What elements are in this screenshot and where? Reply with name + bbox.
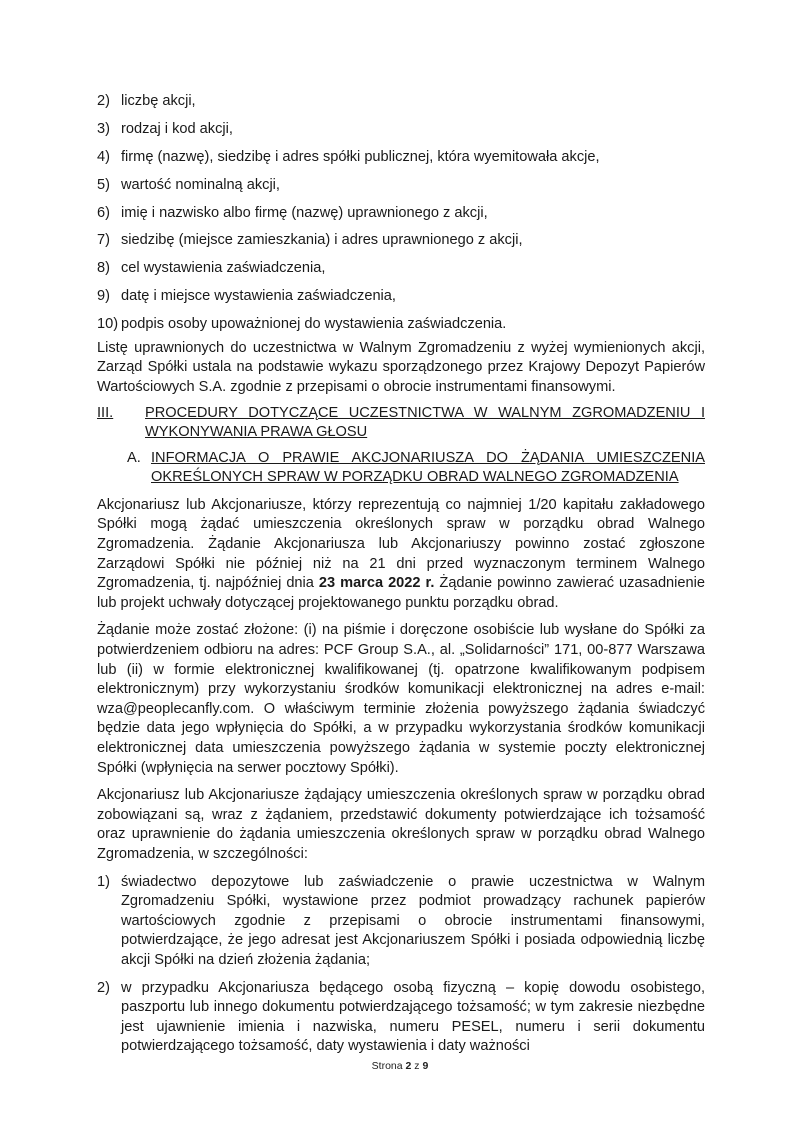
paragraph-required-documents: Akcjonariusz lub Akcjonariusze żądający umieszczenia określonych spraw w porządku obrad zobowiązani są, wraz z żądaniem, przedstawić dokumenty potwierdzające ich tożsamość oraz uprawnienie do żądania umieszczenia określonych spraw w porządku obrad Walnego Zgromadzenia, w szczególności: <box>97 787 705 862</box>
section-heading <box>97 404 705 443</box>
list-item: 2) w przypadku Akcjonariusza będącego osobą fizyczną – kopię dowodu osobistego, paszportu lub innego dokumentu potwierdzającego tożsamość; w tym zakresie niezbędne jest ujawnienie imienia i nazwiska, numeru PESEL, numeru i serii dokumentu potwierdzającego tożsamość, daty wystawienia i daty ważności <box>97 979 705 1055</box>
list-item: 4) firmę (nazwę), siedzibę i adres spółki publicznej, która wyemitowała akcje, <box>97 148 600 165</box>
required-documents-list <box>97 873 705 1057</box>
list-item: 8) cel wystawienia zaświadczenia, <box>97 260 326 277</box>
section-title: PROCEDURY DOTYCZĄCE UCZESTNICTWA W WALNYM ZGROMADZENIU I WYKONYWANIA PRAWA GŁOSU <box>145 404 705 441</box>
page-footer: Strona 2 z 9 <box>371 1060 429 1072</box>
document-page <box>97 92 705 1065</box>
list-item: 9) datę i miejsce wystawienia zaświadczenia, <box>97 288 396 305</box>
paragraph-submission: Żądanie może zostać złożone: (i) na piśmie i doręczone osobiście lub wysłane do Spółki za potwierdzeniem odbioru na adres: PCF Group S.A., al. „Solidarności” 171, 00-877 Warszawa lub (ii) w formie elektronicznej kwalifikowanej (tj. opatrzone kwalifikowanym podpisem elektronicznym) przy wykorzystaniu środków komunikacji elektronicznej na adres e-mail: wza@peoplecanfly.com. O właściwym terminie złożenia powyższego żądania świadczyć będzie data jego wpłynięcia do Spółki, a w przypadku wykorzystania środków komunikacji elektronicznej data umieszczenia powyższego żądania w systemie poczty elektronicznej Spółki (wpłynięcia na serwer pocztowy Spółki). <box>97 622 705 776</box>
subsection-letter: A. <box>127 449 141 466</box>
subsection-heading <box>127 449 705 488</box>
deadline-date: 23 marca 2022 r. <box>318 575 435 592</box>
total-page-count: 9 <box>422 1060 429 1072</box>
list-item: 5) wartość nominalną akcji, <box>97 176 280 193</box>
paragraph-shareholder-list: Listę uprawnionych do uczestnictwa w Walnym Zgromadzeniu z wyżej wymienionych akcji, Zarząd Spółki ustala na podstawie wykazu sporządzonego przez Krajowy Depozyt Papierów Wartościowych S.A. zgodnie z przepisami o obrocie instrumentami finansowymi. <box>97 339 705 395</box>
list-item: 6) imię i nazwisko albo firmę (nazwę) uprawnionego z akcji, <box>97 204 488 221</box>
subsection-title: INFORMACJA O PRAWIE AKCJONARIUSZA DO ŻĄDANIA UMIESZCZENIA OKREŚLONYCH SPRAW W PORZĄDKU OBRAD WALNEGO ZGROMADZENIA <box>151 449 705 486</box>
section-number: III. <box>97 404 114 421</box>
list-item: 1) świadectwo depozytowe lub zaświadczenie o prawie uczestnictwa w Walnym Zgromadzeniu Spółki, wystawione przez podmiot prowadzący rachunek papierów wartościowych zgodnie z przepisami o obrocie instrumentami finansowymi, potwierdzające, że jego adresat jest Akcjonariuszem Spółki i posiada odpowiednią liczbę akcji Spółki na dzień złożenia żądania; <box>97 873 705 968</box>
list-item: 3) rodzaj i kod akcji, <box>97 120 233 137</box>
paragraph-request-rights: Akcjonariusz lub Akcjonariusze, którzy reprezentują co najmniej 1/20 kapitału zakładowego Spółki mogą żądać umieszczenia określonych spraw w porządku obrad Walnego Zgromadzenia. Żądanie Akcjonariusza lub Akcjonariuszy powinno zostać zgłoszone Zarządowi Spółki nie później niż na 21 dni przed wyznaczonym terminem Walnego Zgromadzenia, tj. najpóźniej dnia 23 marca 2022 r. Żądanie powinno zawierać uzasadnienie lub projekt uchwały dotyczącej projektowanego punktu porządku obrad. <box>97 496 706 611</box>
certificate-contents-list <box>97 92 705 335</box>
list-item: 7) siedzibę (miejsce zamieszkania) i adres uprawnionego z akcji, <box>97 232 523 249</box>
list-item: 2) liczbę akcji, <box>97 93 196 109</box>
list-item: 10) podpis osoby upoważnionej do wystawienia zaświadczenia. <box>97 316 507 333</box>
current-page-number: 2 <box>405 1060 412 1072</box>
